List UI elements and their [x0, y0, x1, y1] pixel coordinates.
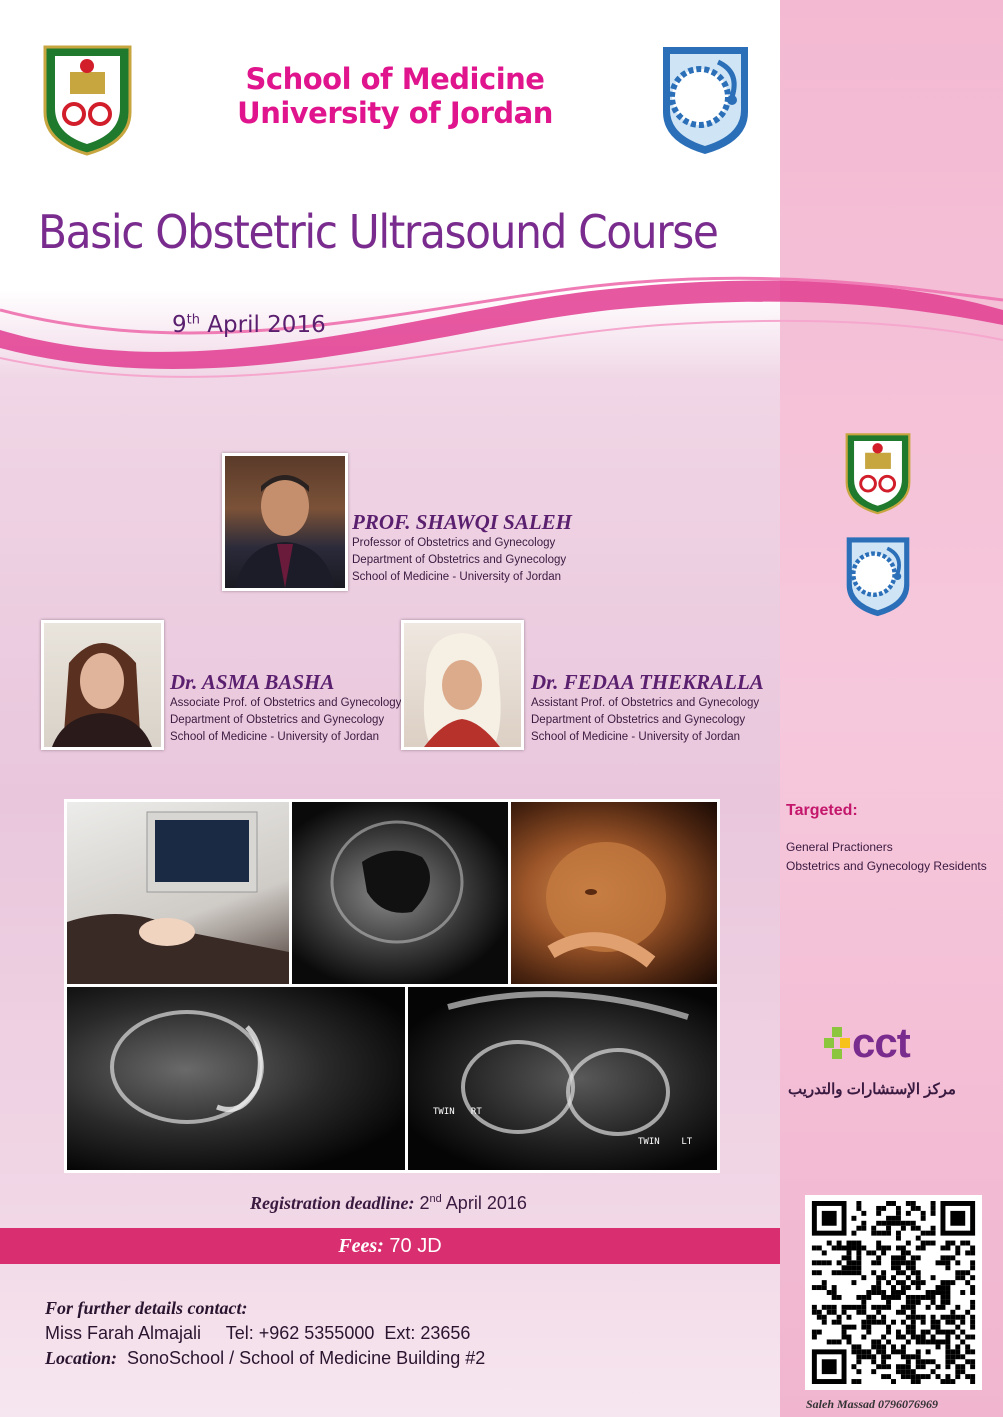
twin-rt-label: TWIN RT [433, 1107, 482, 1117]
school-line-1: School of Medicine [245, 62, 545, 96]
cct-logo [822, 1019, 942, 1075]
contact-person: Miss Farah Almajali Tel: +962 5355000 Ext: 23656 [45, 1323, 471, 1343]
date-day: 9 [172, 312, 187, 338]
decorative-wave [0, 270, 1003, 390]
registration-deadline [250, 1193, 527, 1214]
target-item: General Practioners [786, 840, 893, 854]
speaker-school: School of Medicine - University of Jordan [352, 571, 562, 583]
ultrasound-collage [64, 799, 720, 1173]
speaker-department: Department of Obstetrics and Gynecology [352, 554, 567, 566]
targeted-heading: Targeted: [786, 802, 858, 819]
cct-text: cct [852, 1019, 910, 1066]
ultrasound-profile-image [64, 984, 408, 1173]
speaker-photo [222, 453, 348, 591]
university-crest-icon [40, 42, 135, 157]
twin-lt-label: TWIN LT [638, 1137, 693, 1147]
qr-code-icon [811, 1201, 976, 1384]
speaker-name: Dr. ASMA BASHA [170, 670, 335, 694]
speaker-school: School of Medicine - University of Jordan [170, 731, 380, 743]
speaker-info [352, 510, 572, 586]
registration-day: 2 [419, 1193, 430, 1213]
school-name [210, 62, 580, 130]
date-rest: April 2016 [199, 312, 326, 338]
speaker-department: Department of Obstetrics and Gynecology [170, 714, 385, 726]
speaker-photo [401, 620, 524, 750]
registration-rest: April 2016 [441, 1193, 527, 1213]
location [45, 1348, 485, 1369]
speaker-name: Dr. FEDAA THEKRALLA [531, 670, 764, 694]
university-crest-icon [843, 428, 913, 518]
ultrasound-twin-image [405, 984, 720, 1173]
school-line-2: University of Jordan [237, 96, 553, 130]
location-value: SonoSchool / School of Medicine Building #2 [117, 1348, 486, 1368]
course-title: Basic Obstetric Ultrasound Course [38, 205, 718, 259]
speaker-school: School of Medicine - University of Jordan [531, 731, 741, 743]
fees-label: Fees: [338, 1235, 384, 1257]
speaker-photo [41, 620, 164, 750]
registration-suffix: nd [429, 1193, 442, 1205]
cct-arabic-text: مركز الإستشارات والتدريب [788, 1081, 956, 1098]
registration-label: Registration deadline: [250, 1193, 415, 1213]
medicine-school-logo-icon [843, 530, 913, 622]
date-suffix: th [186, 312, 200, 328]
3d-fetal-image [508, 799, 720, 987]
speaker-title: Assistant Prof. of Obstetrics and Gynecology [531, 697, 760, 709]
speaker-name: PROF. SHAWQI SALEH [352, 510, 573, 534]
ultrasound-exam-photo [64, 799, 292, 987]
course-date [172, 312, 326, 338]
location-label: Location: [45, 1348, 117, 1368]
ultrasound-heart-image [289, 799, 511, 987]
speaker-title: Associate Prof. of Obstetrics and Gynecology [170, 697, 402, 709]
medicine-school-logo-icon [658, 42, 753, 157]
speaker-title: Professor of Obstetrics and Gynecology [352, 537, 556, 549]
target-item: Obstetrics and Gynecology Residents [786, 859, 987, 873]
speaker-info [531, 670, 764, 746]
speaker-department: Department of Obstetrics and Gynecology [531, 714, 746, 726]
contact-heading: For further details contact: [45, 1298, 248, 1318]
speaker-info [170, 670, 401, 746]
fees-bar [0, 1228, 780, 1264]
qr-code [805, 1195, 982, 1390]
fees-value: 70 JD [383, 1235, 442, 1257]
designer-credit: Saleh Massad 0796076969 [806, 1397, 939, 1411]
